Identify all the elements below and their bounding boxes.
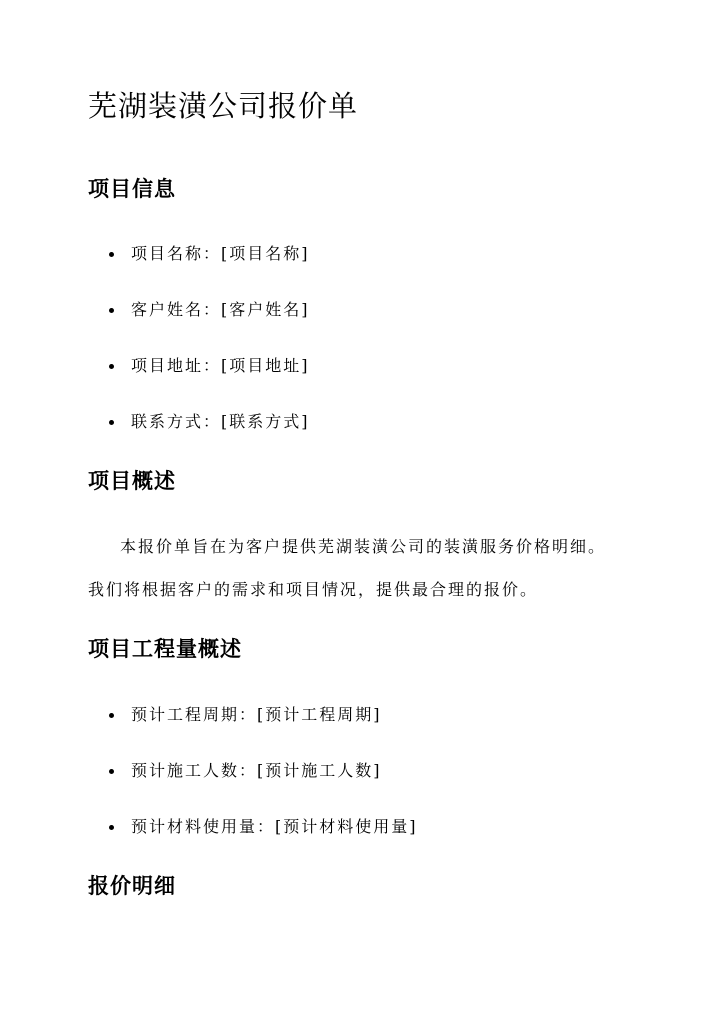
bullet-icon [109, 769, 114, 774]
overview-paragraph-line: 本报价单旨在为客户提供芜湖装潢公司的装潢服务价格明细。 [120, 537, 607, 556]
list-item-text: 项目地址：[项目地址] [131, 356, 310, 375]
bullet-icon [109, 364, 114, 369]
section-heading-overview: 项目概述 [88, 468, 176, 493]
section-heading-project-info: 项目信息 [88, 176, 176, 201]
bullet-icon [109, 308, 114, 313]
list-item-text: 预计工程周期：[预计工程周期] [131, 705, 382, 724]
bullet-icon [109, 420, 114, 425]
bullet-icon [109, 252, 114, 257]
overview-paragraph-line: 我们将根据客户的需求和项目情况，提供最合理的报价。 [88, 580, 539, 599]
bullet-icon [109, 713, 114, 718]
list-item-text: 客户姓名：[客户姓名] [131, 300, 310, 319]
section-heading-workload: 项目工程量概述 [88, 636, 242, 661]
list-item-text: 预计施工人数：[预计施工人数] [131, 761, 382, 780]
list-item-text: 预计材料使用量：[预计材料使用量] [131, 817, 418, 836]
section-heading-quote-details: 报价明细 [88, 873, 176, 898]
list-item-text: 联系方式：[联系方式] [131, 412, 310, 431]
bullet-icon [109, 825, 114, 830]
list-item-text: 项目名称：[项目名称] [131, 244, 310, 263]
document-title: 芜湖装潢公司报价单 [88, 89, 359, 123]
